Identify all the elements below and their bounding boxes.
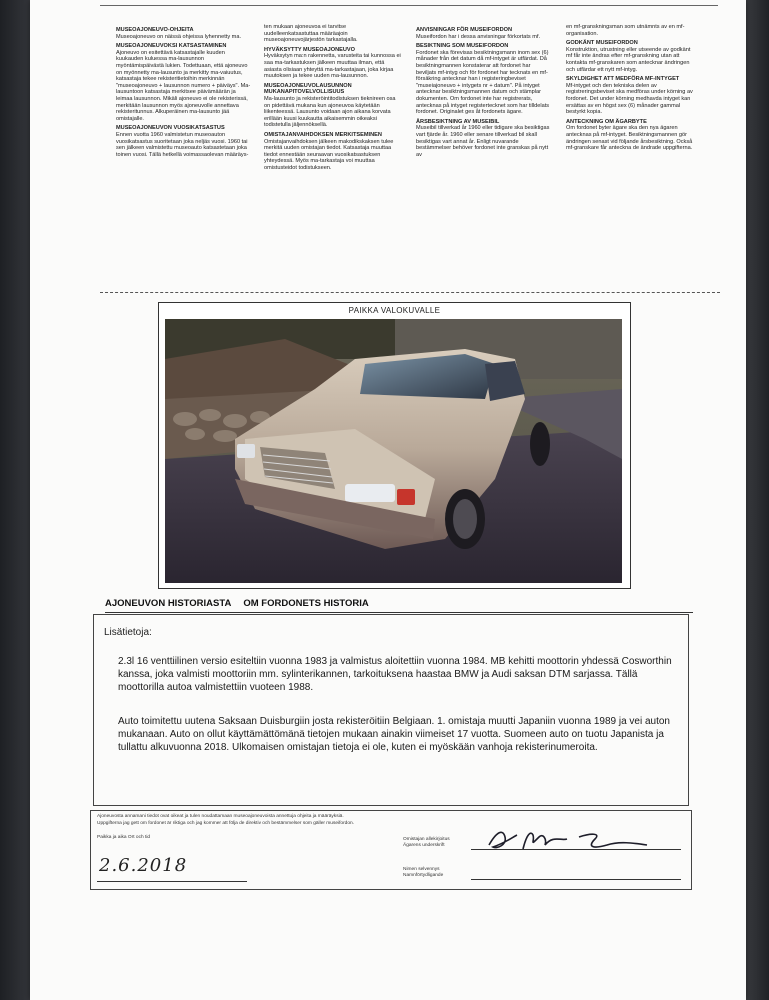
document-page	[30, 0, 746, 1000]
section-heading: BESIKTNING SOM MUSEIFORDON	[416, 43, 509, 50]
section-heading: OMISTAJANVAIHDOKSEN MERKITSEMINEN	[264, 131, 382, 138]
section-text: Hyväksytyn ma:n rakennetta, varusteita tai kunnossa ei saa ma-tarkastuksen jälkeen muuttaa ilman, että asiasta olisiaan yhteyttä ma-tarkastajaan, joka kirjaa muutoksen ja tekee uuden ma-lausunnon.	[264, 53, 401, 80]
signature-date: 2.6.2018	[99, 855, 188, 876]
instructions-column-4	[566, 24, 698, 154]
section-text: Ajoneuvo on esitettävä katsastajalle kuuden kuukauden kuluessa ma-lausunnon myöntämispäivästä lukien. Todettuaan, että ajoneuvo on myönnetty ma-lausunto ja merkitty ma-vaiuutus, katsastaja tekee rekisteritietoihin merkinnän "museoajoneuvo + lausunnon numero + päiväys". Ma-lausuntoon katsastaja merkitsee päivämäärän ja leimaa lausunnon. Mikäli ajoneuvo ei ole rekisterissä, merkitään lausunnon myös ajoneuvolle annettava rekisteritunnus. Alkuperäinen ma-lausunto jää omistajalle.	[116, 49, 251, 122]
section-text: ten mukaan ajoneuvoa ei tarvitse uudelleenkatsastuttaa määräajoin museoajoneuvojärjestön tarkastajalla.	[264, 24, 358, 44]
instructions-column-1	[116, 24, 251, 160]
declaration-sv: Uppgifterna jag gett om fordonet är riktiga och jag kommer att följa de direktiv och bestämmelser som gäller museifordon.	[97, 821, 355, 826]
name-clarification-label-sv: Namnförtydligande	[403, 873, 444, 878]
section-text: Ma-lausunto ja rekisteröintitodistuksen tieknireen osa on pidettävä mukana kun ajoneuvoa käytetään liikenteessä. Lausunto voidaan ajon aikana korvata erillään kuusi kuukautta aikaisemmin oikeaksi todistetulla jäljennöksellä.	[264, 95, 396, 129]
section-text: Fordonet ska förevisas besiktningsmann inom sex (6) månader från det datum då mf-intyget är utfärdat. Då besiktningmannen konstaterar att fordonet har beviljats mf-intyg och för fordonet har tecknats en mf-försäkring antecknar han i registeringbeviset "museiajoneuvo + intygets nr + datum". På intyget antecknar besiktningsmannen datum och stämplar dokumenten. Om fordonet inte har registrerats, antecknas på intyget registertecknet som har tilldelats fordonet. Originalet ges åt fordonets ägare.	[416, 49, 550, 116]
name-clarification-label-fi: Nimen selvennys	[403, 867, 440, 872]
section-heading: MUSEOAJONEUVOKSI KATSASTAMINEN	[116, 43, 227, 50]
section-text: Konstruktion, utrustning eller utseende av godkänt mf får inte ändras efter mf-granskning utan att kontakta mf-granskaren som antecknar ändringen och utfärdar ett nytt mf-intyg.	[566, 46, 691, 73]
section-text: Museibil tillverkad år 1960 eller tidigare ska besiktigas vart fjärde år. 1960 eller senare tillverkad bil skall besiktigas vart annat år. Enligt nuvarande bestämmelser behöver fordonet inte granskas på nytt av	[416, 125, 550, 158]
section-text: Museifordon har i dessa anvisningar förkortats mf.	[416, 33, 541, 40]
section-heading: ANVISNINGAR FÖR MUSEIFORDON	[416, 27, 513, 33]
instructions-column-2	[264, 24, 402, 173]
section-text: Museoajoneuvo on näissä ohjeissa lyhennetty ma.	[116, 33, 242, 40]
history-paragraph-2: Auto toimitettu uutena Saksaan Duisburgiin josta rekisteröitiin Belgiaan. 1. omistaja muutti Japaniin vuonna 1989 ja vei auton mukanaan. Auto on ollut käyttämättömänä tietojen mukaan ainakin viimeiset 17 vuotta. Suomeen auto on tuotu Japanista ja tullattu alkuvuonna 2018. Ulkomaisen omistajan tietoja ei ole, kuten ei myöskään vanhoja rekisterinumeroita.	[118, 716, 670, 754]
section-text: Om fordonet byter ägare ska den nya ägaren antecknas på mf-intyget. Besiktningsmannen gör ändringen senast vid följande årsbesiktning. Också mf-granskare får anteckna de ändrade uppgifterna.	[566, 125, 693, 152]
section-heading: MUSEOAJONEUVOLAUSUNNON MUKANAPITOVELVOLLISUUS	[264, 82, 352, 96]
history-paragraph-1: 2.3l 16 venttiilinen versio esiteltiin vuonna 1983 ja valmistus aloitettiin vuonna 1984. MB kehitti moottorin yhdessä Cosworthin kanssa, joka valmisti moottoriin mm. sylinterikannen, tarkoituksena haastaa BMW ja Audi saksan DTM sarjassa. Tällä moottorilla autoa valmistettiin vuoteen 1988.	[118, 656, 672, 694]
signature-box	[90, 810, 692, 890]
section-heading: MUSEOAJONEUVON VUOSIKATSASTUS	[116, 125, 225, 132]
owner-signature-label-sv: Ägarens underskrift	[403, 843, 445, 848]
section-heading: MUSEOAJONEUVO-OHJEITA	[116, 27, 194, 33]
history-title-rule	[105, 612, 693, 613]
top-rule	[100, 5, 718, 6]
section-heading: HYVÄKSYTTY MUSEOAJONEUVO	[264, 46, 355, 53]
section-heading: GODKÄNT MUSEIFORDON	[566, 40, 638, 47]
place-date-label: Paikka ja aika Ort och tid	[97, 835, 151, 840]
background-edge-right	[745, 0, 769, 1000]
handwritten-signature	[483, 823, 653, 855]
section-heading: ANTECKNING OM ÄGARBYTE	[566, 118, 647, 125]
additional-info-label: Lisätietoja:	[104, 627, 152, 638]
section-heading: SKYLDIGHET ATT MEDFÖRA MF-INTYGET	[566, 76, 680, 83]
section-heading: ÅRSBESIKTNING AV MUSEIBIL	[416, 118, 500, 125]
declaration-fi: Ajoneuvosta annamani tiedot ovat oikeat ja tulen noudattamaan museoajoneuvoista annettuja ohjeita ja määräyksiä.	[97, 814, 344, 819]
section-text: en mf-granskningsman som utnämnts av en mf-organisation.	[566, 24, 685, 37]
section-text: Mf-intyget och den tekniska delen av registreringsbeviset ska medföras under körning av fordonet. Det under körning medhavda intyget kan ersättas av en högst sex (6) månader gammal bestyrkt kopia.	[566, 82, 693, 116]
section-text: Ennen vuotta 1960 valmistetun museoauton vuosikatsastus suoritetaan joka neljäs vuosi. 1960 tai sen jälkeen valmistettu museoauto katsastetaan joka toinen vuosi. Tällä hetkellä voimassaolevan määräys-	[116, 131, 249, 158]
history-title-sv: OM FORDONETS HISTORIA	[243, 598, 369, 609]
section-text: Omistajanvaihdoksen jälkeen makodikskaksen tulee merkitä uuden omistajan tiedot. Katsastaja muuttaa tiedot ennestään seuraavan vuosikatsastuksen yhteydessä. Myös ma-tarkastaja voi muuttaa omistusteidot todistukseen.	[264, 138, 394, 171]
history-box	[93, 614, 689, 806]
history-title-fi: AJONEUVON HISTORIASTA	[105, 598, 232, 609]
name-clarification-line	[471, 879, 681, 880]
car-photo-image	[165, 319, 622, 583]
background-edge-left	[0, 0, 30, 1000]
instructions-column-3	[416, 24, 551, 160]
photo-label: PAIKKA VALOKUVALLE	[348, 306, 441, 315]
date-line	[97, 881, 247, 882]
instructions-columns	[116, 24, 722, 294]
photo-frame	[158, 302, 631, 589]
history-title	[105, 598, 381, 609]
owner-signature-label-fi: Omistajan allekirjoitus	[403, 837, 450, 842]
car-photo	[165, 319, 622, 583]
cut-line	[100, 292, 720, 293]
